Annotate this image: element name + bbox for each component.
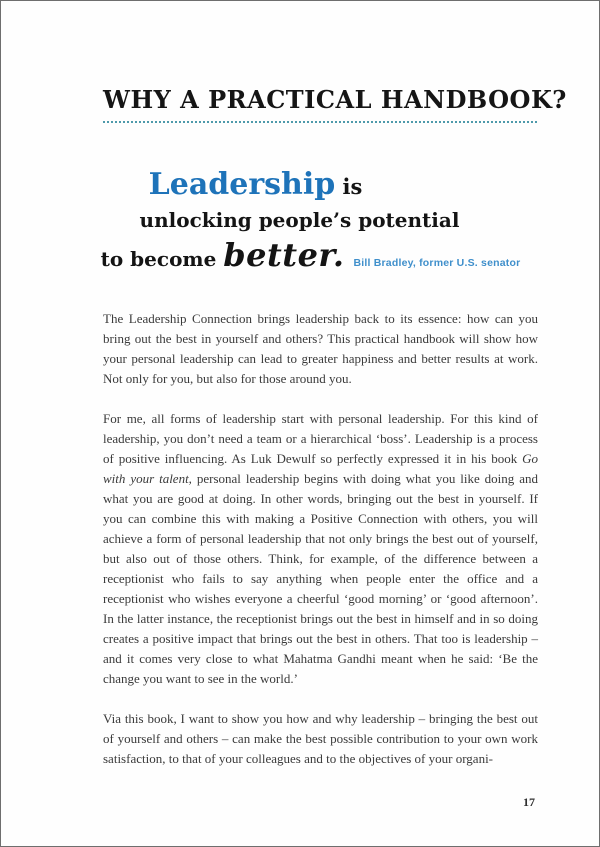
paragraph-2: For me, all forms of leadership start with personal leadership. For this kind of leadership, you don’t need a team or a hierarchical ‘boss’. Leadership is a process of positive influencing. As Luk Dewulf so perfectly expressed it in his book Go with your talent, personal leadership begins with doing what you like doing and what you are good at doing. In other words, bringing out the best in yourself. If you can combine this with making a Positive Connection with others, you will achieve a form of personal leadership that not only brings the best out of yourself, but also out of those others. Think, for example, of the difference between a receptionist who fails to say anything when people enter the office and a receptionist who wishes everyone a cheerful ‘good morning’ or ‘good afternoon’. In the latter instance, the receptionist brings out the best in himself and in so doing creates a positive impact that brings out the best in others. That too is leadership – and it comes very close to what Mahatma Gandhi meant when he said: ‘Be the change you want to see in the world.’ [103,410,538,686]
chapter-title: WHY A PRACTICAL HANDBOOK? [103,85,567,114]
title-underline-rule [103,121,538,123]
pull-quote-line-2: unlocking people’s potential [139,207,460,232]
pull-quote-line-1 [38,167,473,205]
quote-attribution: Bill Bradley, former U.S. senator [353,256,521,269]
pull-quote-line-3 [93,235,528,283]
page-number: 17 [523,795,535,809]
quote-highlight-word: Leadership [148,166,336,202]
quote-emphasis-word: better. [223,235,345,274]
body-text [103,309,538,769]
quote-word-is: is [335,173,363,199]
paragraph-3: Via this book, I want to show you how and why leadership – bringing the best out of yourself and others – can make the best possible contribution to your own work satisfaction, to that of your colleagues and to the objectives of your organi- [103,710,538,766]
pull-quote [100,166,538,283]
quote-line3-prefix: to become [100,246,224,271]
paragraph-1: The Leadership Connection brings leadership back to its essence: how can you bring out the best in yourself and others? This practical handbook will show how your personal leadership can lead to greater happiness and better results at work. Not only for you, but also for those around you. [103,310,538,386]
